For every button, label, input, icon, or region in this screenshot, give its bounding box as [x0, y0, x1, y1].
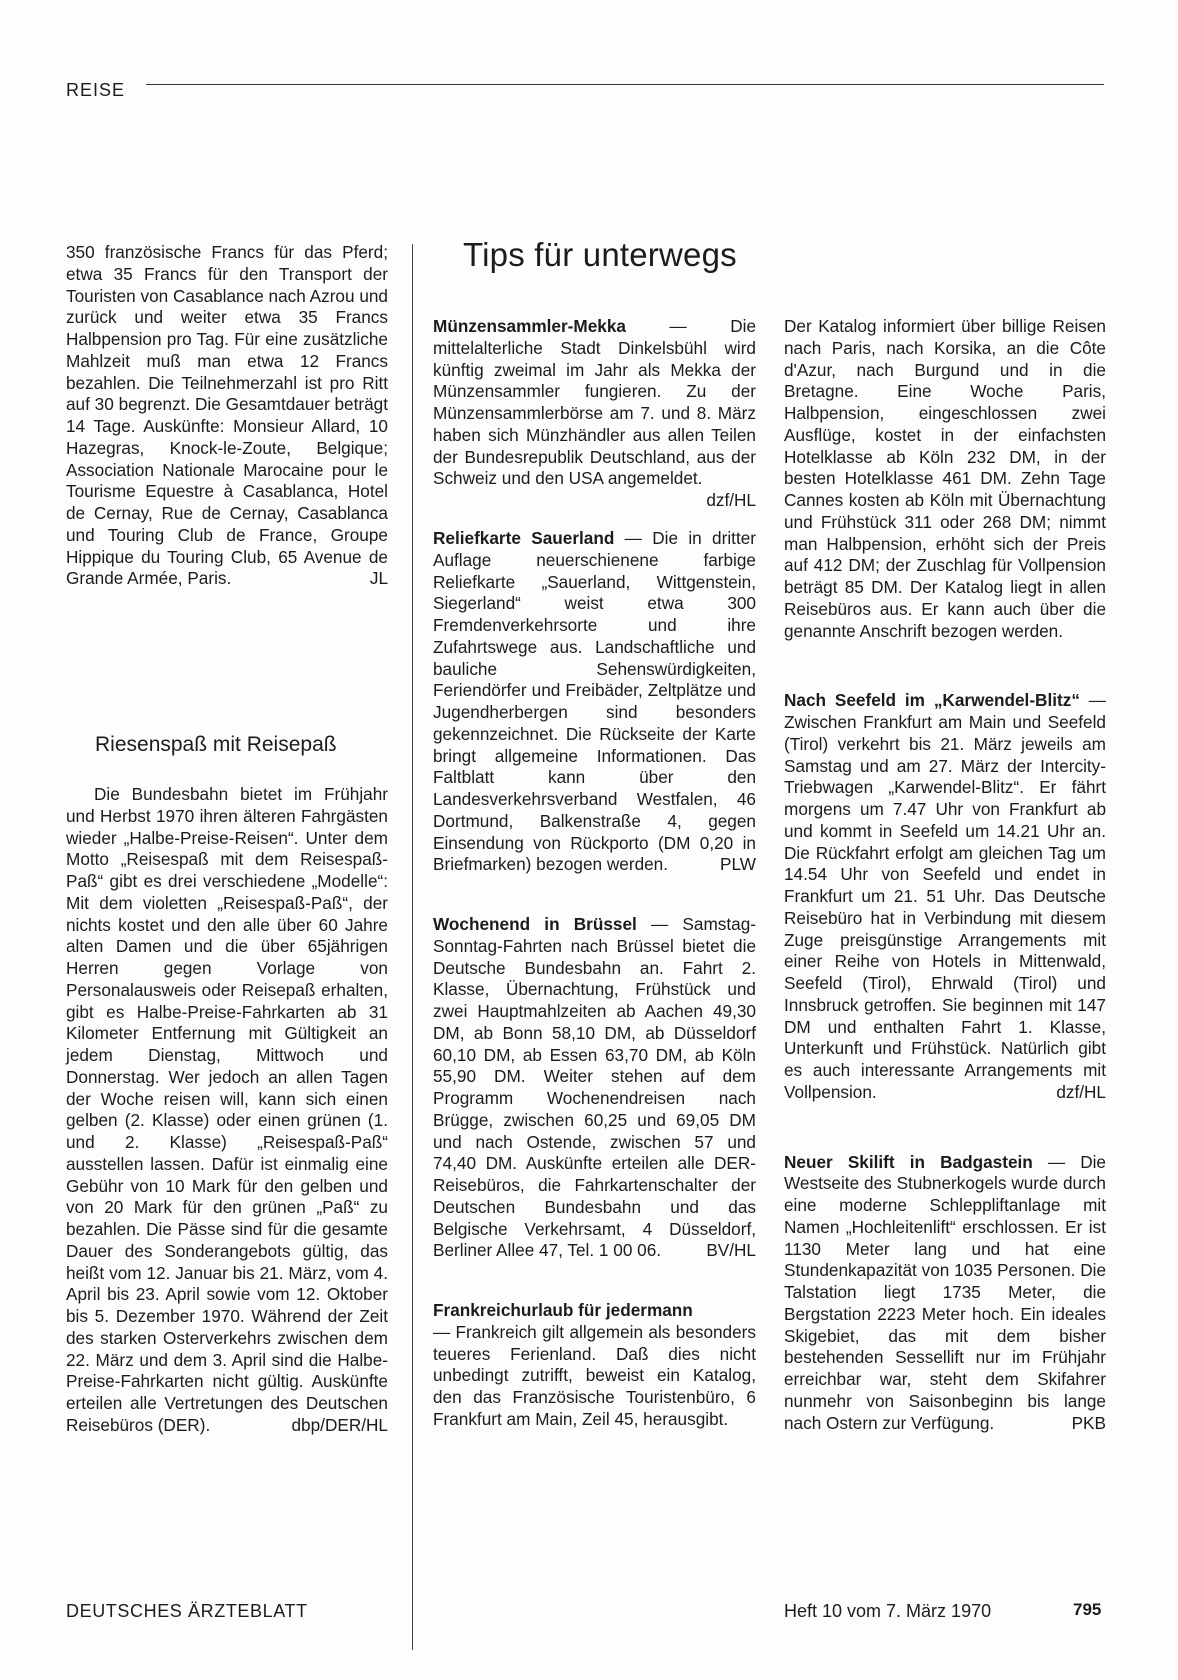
article-frankreich: [433, 1300, 756, 1431]
column-left: [66, 242, 388, 590]
article-muenzen: [433, 316, 756, 510]
article-text: Der Katalog informiert über billige Reisen nach Paris, nach Korsika, an die Côte d'Azur, nach Burgund und in die Bretagne. Eine Woche Paris, Halbpension, eingeschlossen zwei Ausflüge, kostet in der einfachsten Hotelklasse ab Köln 232 DM, in der besten Hotelklasse 461 DM. Zehn Tage Cannes kosten ab Köln mit Übernachtung und Frühstück 311 oder 268 DM; nimmt man Halbpension, erhöht sich der Preis auf 412 DM; der Zuschlag für Vollpension beträgt 85 DM. Der Katalog liegt in allen Reisebüros aus. Er kann auch über die genannte Anschrift bezogen werden.: [784, 316, 1106, 641]
article-text: — Frankreich gilt allgemein als besonders teueres Ferienland. Daß dies nicht unbedingt zutrifft, beweist ein Katalog, den das Französische Touristenbüro, 6 Frankfurt am Main, Zeil 45, herausgibt.: [433, 1321, 756, 1429]
article-signature: PLW: [720, 854, 756, 875]
article-text: — Die in dritter Auflage neuerschienene farbige Reliefkarte „Sauerland, Wittgenstein, Siegerland“ weist etwa 300 Fremdenverkehrsorte und ihre Zufahrtswege aus. Landschaftliche und bauliche Sehenswürdigkeiten, Feriendörfer und Freibäder, Zeltplätze und Jugendherbergen sind besonders gekennzeichnet. Die Rückseite der Karte bringt allgemeine Informationen. Das Faltblatt kann über den Landesverkehrsverband Westfalen, 46 Dortmund, Balkenstraße 4, gegen Einsendung von Rückporto (DM 0,20 in Briefmarken) bezogen werden.: [433, 528, 756, 875]
header-rule: [146, 84, 1104, 85]
article-text: — Die Westseite des Stubnerkogels wurde durch eine moderne Schleppliftanlage mit Namen „Hochleitenlift“ erschlossen. Er ist 1130 Meter lang und hat eine Stundenkapazität von 1035 Personen. Die Talstation liegt 1735 Meter, die Bergstation 2223 Meter hoch. Ein ideales Skigebiet, das mit dem bisher bestehenden Sessellift nur im Frühjahr erreichbar war, steht dem Skifahrer nunmehr von Saisonbeginn bis lange nach Ostern zur Verfügung.: [784, 1151, 1107, 1433]
section-label: REISE: [66, 80, 126, 100]
article-intro: [66, 242, 388, 590]
article-heading: Münzensammler-Mekka: [433, 316, 626, 336]
column-left-lower: [66, 784, 388, 1437]
footer-journal: DEUTSCHES ÄRZTEBLATT: [66, 1601, 308, 1621]
footer-issue: Heft 10 vom 7. März 1970: [784, 1601, 992, 1621]
column-middle: [433, 316, 756, 1431]
article-body: [66, 784, 388, 1437]
article-body-text: Die Bundesbahn bietet im Frühjahr und Herbst 1970 ihren älteren Fahrgästen wieder „Halbe-Preise-Reisen“. Unter dem Motto „Reisespaß mit dem Reisespaß-Paß“ gibt es drei verschiedene „Modelle“: Mit dem violetten „Reisespaß-Paß“, der nichts kostet und den alle über 60 Jahre alten Damen und die über 65jährigen Herren gegen Vorlage von Personalausweis oder Reisepaß erhalten, gibt es Halbe-Preise-Fahrkarten ab 31 Kilometer Entfernung mit Gültigkeit an jedem Dienstag, Mittwoch und Donnerstag. Wer jedoch an allen Tagen der Woche reisen will, kann sich einen gelben (2. Klasse) oder einen grünen (1. und 2. Klasse) „Reisespaß-Paß“ ausstellen lassen. Dafür ist einmalig eine Gebühr von 10 Mark für den gelben und von 20 Mark für den grünen „Paß“ zu bezahlen. Die Pässe sind für die gesamte Dauer des Sonderangebots gültig, das heißt vom 12. Januar bis 21. März, vom 4. April bis 23. April sowie vom 12. Oktober bis 5. Dezember 1970. Während der Zeit des starken Osterverkehrs zwischen dem 22. März und dem 3. April sind die Halbe-Preise-Fahrkarten nicht gültig. Auskünfte erteilen alle Vertretungen des Deutschen Reisebüros (DER).: [66, 784, 388, 1435]
article-text: — Samstag-Sonntag-Fahrten nach Brüssel bietet die Deutsche Bundesbahn an. Fahrt 2. Klasse, Übernachtung, Frühstück und zwei Hauptmahlzeiten ab Aachen 49,30 DM, ab Bonn 58,10 DM, ab Düsseldorf 60,10 DM, ab Essen 63,70 DM, ab Köln 55,90 DM. Weiter stehen auf dem Programm Wochenendreisen nach Brügge, zwischen 60,25 und 69,05 DM und nach Ostende, zwischen 57 und 74,40 DM. Auskünfte erteilen alle DER-Reisebüros, die Fahrkartenschalter der Deutschen Bundesbahn und das Belgische Verkehrsamt, 4 Düsseldorf, Berliner Allee 47, Tel. 1 00 06.: [433, 914, 756, 1261]
article-heading: Wochenend in Brüssel: [433, 914, 637, 934]
page-number: 795: [1073, 1600, 1102, 1619]
article-badgastein: [784, 1152, 1106, 1435]
article-heading: Frankreichurlaub für jedermann: [433, 1300, 693, 1320]
article-signature: dzf/HL: [1056, 1081, 1106, 1102]
article-heading: Reliefkarte Sauerland: [433, 528, 615, 548]
article-bruessel: [433, 914, 756, 1262]
article-text: — Die mittelalterliche Stadt Dinkelsbühl wird künftig zweimal im Jahr als Mekka der Münzensammler fungieren. Zu der Münzensammlerbörse am 7. und 8. März haben sich Münzhändler aus allen Teilen der Bundesrepublik Deutschland, aus der Schweiz und den USA angemeldet.: [433, 316, 756, 489]
article-heading: Nach Seefeld im „Karwendel-Blitz“: [784, 690, 1080, 711]
article-signature: dzf/HL: [706, 490, 756, 510]
article-text: — Zwischen Frankfurt am Main und Seefeld (Tirol) verkehrt bis 21. März jeweils am Samstag und am 27. März der Intercity-Triebwagen „Karwendel-Blitz“. Er fährt morgens um 7.47 Uhr von Frankfurt ab und kommt in Seefeld um 14.21 Uhr an. Die Rückfahrt erfolgt am gleichen Tag um 14.54 Uhr von Seefeld und endet in Frankfurt um 21. 51 Uhr. Das Deutsche Reisebüro hat in Verbindung mit diesem Zuge preisgünstige Arrangements mit einer Reihe von Hotels in Mittenwald, Seefeld (Tirol), Ehrwald (Tirol) und Innsbruck getroffen. Sie beginnen mit 147 DM und enthalten Fahrt 1. Klasse, Unterkunft und Frühstück. Natürlich gibt es auch interessante Arrangements mit Vollpension.: [784, 690, 1106, 1102]
article-intro-text: 350 französische Francs für das Pferd; etwa 35 Francs für den Transport der Touristen von Casablance nach Azrou und zurück und weiter etwa 35 Francs Halbpension pro Tag. Für eine zusätzliche Mahlzeit muß man etwa 12 Francs bezahlen. Die Teilnehmerzahl ist pro Ritt auf 30 begrenzt. Die Gesamtdauer beträgt 14 Tage. Auskünfte: Monsieur Allard, 10 Hazegras, Knock-le-Zoute, Belgique; Association Nationale Marocaine pour le Tourisme Equestre à Casablanca, Hotel de Cernay, Rue de Cernay, Casablanca und Touring Club de France, Groupe Hippique du Touring Club, 65 Avenue de Grande Armée, Paris.: [66, 242, 388, 589]
article-reliefkarte: [433, 528, 756, 876]
column-divider: [412, 244, 413, 1650]
article-signature: dbp/DER/HL: [291, 1414, 388, 1435]
article-signature: BV/HL: [706, 1240, 756, 1261]
article-signature: PKB: [1071, 1412, 1106, 1433]
article-seefeld: [784, 690, 1106, 1103]
article-signature: JL: [369, 568, 388, 589]
article-subtitle: Riesenspaß mit Reisepaß: [95, 733, 337, 756]
article-frankreich-continued: [784, 316, 1106, 642]
column-right: [784, 316, 1106, 1434]
page-title: Tips für unterwegs: [463, 236, 737, 273]
article-heading: Neuer Skilift in Badgastein: [784, 1151, 1033, 1172]
